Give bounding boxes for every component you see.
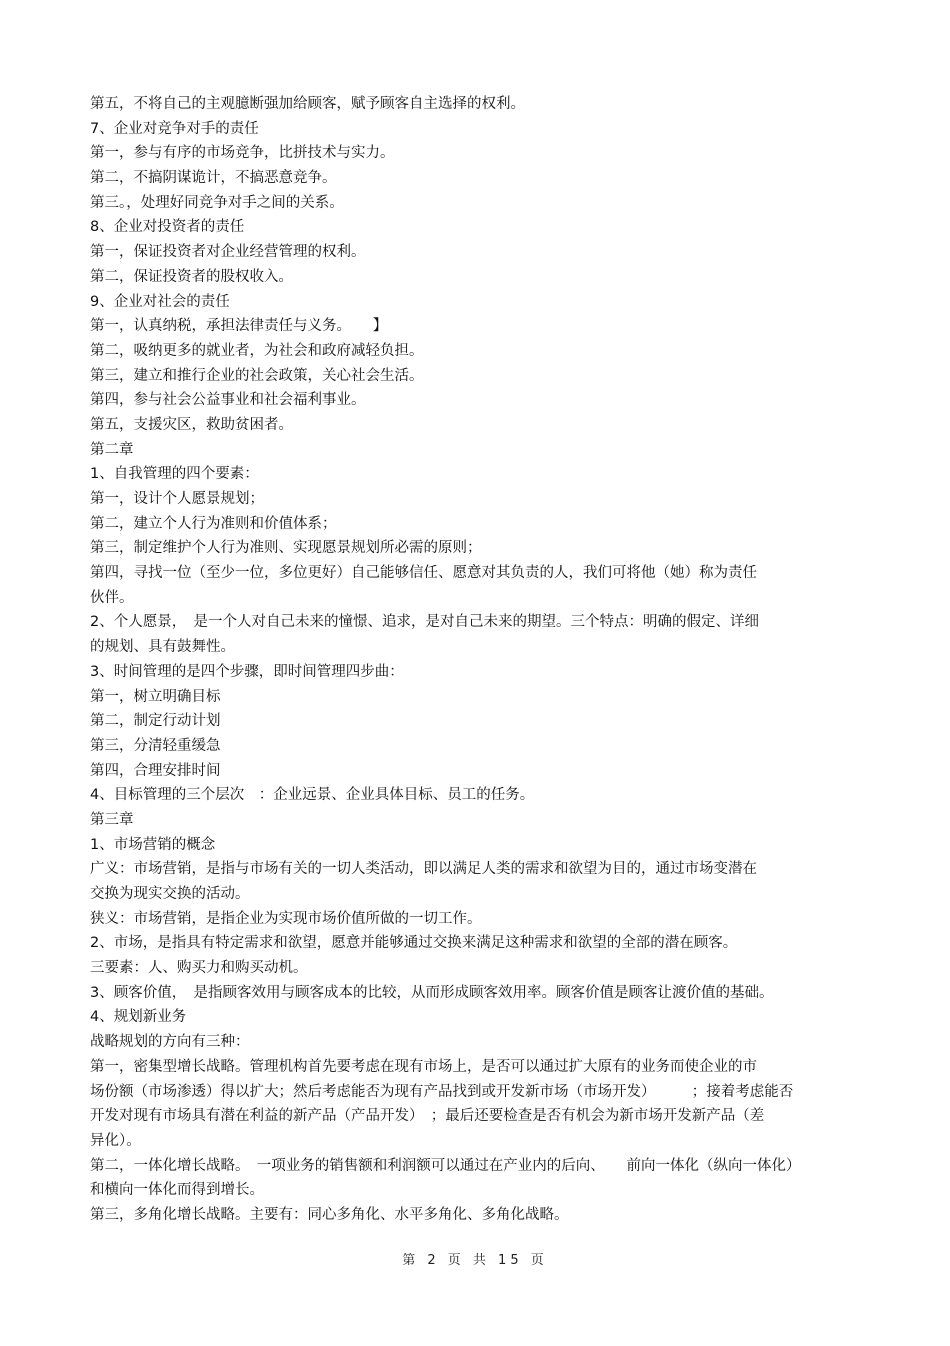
- text-line: 第一，保证投资者对企业经营管理的权利。: [90, 244, 366, 261]
- text-line: 战略规划的方向有三种：: [90, 1034, 250, 1051]
- text-line: 第一，参与有序的市场竞争，比拼技术与实力。: [90, 145, 395, 162]
- text-line: 第一，设计个人愿景规划；: [90, 491, 264, 507]
- text-line: 4、目标管理的三个层次 ：企业远景、企业具体目标、员工的任务。: [90, 787, 535, 804]
- text-line: 第三，制定维护个人行为准则、实现愿景规划所必需的原则；: [90, 540, 482, 557]
- text-line: 狭义：市场营销，是指企业为实现市场价值所做的一切工作。: [90, 910, 482, 927]
- text-line: 第四，参与社会公益事业和社会福利事业。: [90, 392, 366, 409]
- text-line: 2、个人愿景， 是一个人对自己未来的憧憬、追求，是对自己未来的期望。三个特点：明确的假定、详细: [90, 614, 759, 631]
- text-line: 第二，保证投资者的股权收入。: [90, 268, 293, 285]
- text-line: 第二，建立个人行为准则和价值体系；: [90, 515, 337, 532]
- text-line: 三要素：人、购买力和购买动机。: [90, 960, 308, 977]
- chapter-heading: 第二章: [90, 441, 134, 458]
- section-heading: 4、规划新业务: [90, 1009, 187, 1026]
- text-line: 异化）。: [90, 1132, 141, 1149]
- text-line: 伙伴。: [90, 589, 134, 606]
- text-line: 第三，建立和推行企业的社会政策，关心社会生活。: [90, 367, 424, 384]
- text-line: 开发对现有市场具有潜在利益的新产品（产品开发） ；最后还要检查是否有机会为新市场开发新产品（差: [90, 1108, 765, 1125]
- text-line: 第一，认真纳税，承担法律责任与义务。 】: [90, 318, 388, 335]
- text-line: 和横向一体化而得到增长。: [90, 1182, 264, 1199]
- text-line: 第二，不搞阴谋诡计，不搞恶意竞争。: [90, 170, 337, 187]
- section-heading: 3、时间管理的是四个步骤，即时间管理四步曲：: [90, 663, 404, 680]
- text-line: 第一，树立明确目标: [90, 688, 221, 705]
- page-number-footer: 第 2 页 共 15 页: [402, 1253, 548, 1268]
- text-line: 的规划、具有鼓舞性。: [90, 639, 235, 656]
- text-line: 第四，合理安排时间: [90, 762, 221, 779]
- text-line: 交换为现实交换的活动。: [90, 886, 250, 902]
- section-heading: 1、市场营销的概念: [90, 836, 216, 853]
- text-line: 第三，分清轻重缓急: [90, 737, 221, 754]
- document-body: [90, 92, 865, 1228]
- section-heading: 7、企业对竞争对手的责任: [90, 120, 259, 137]
- section-heading: 9、企业对社会的责任: [90, 293, 230, 310]
- text-line: 第二，制定行动计划: [90, 713, 221, 730]
- text-line: 第三，多角化增长战略。主要有：同心多角化、水平多角化、多角化战略。: [90, 1206, 569, 1223]
- text-line: 第二，吸纳更多的就业者，为社会和政府减轻负担。: [90, 342, 424, 359]
- text-line: 第二，一体化增长战略。 一项业务的销售额和利润额可以通过在产业内的后向、 前向一体化（纵向一体化）: [90, 1157, 801, 1174]
- text-line: 广义：市场营销，是指与市场有关的一切人类活动，即以满足人类的需求和欲望为目的，通过市场变潜在: [90, 861, 757, 878]
- text-line: 3、顾客价值， 是指顾客效用与顾客成本的比较，从而形成顾客效用率。顾客价值是顾客让渡价值的基础。: [90, 984, 774, 1001]
- section-heading: 8、企业对投资者的责任: [90, 219, 245, 236]
- text-line: 第三。，处理好同竞争对手之间的关系。: [90, 194, 344, 211]
- text-line: 第五，不将自己的主观臆断强加给顾客，赋予顾客自主选择的权利。: [90, 96, 525, 112]
- section-heading: 1、自我管理的四个要素：: [90, 466, 259, 483]
- text-line: 2、市场，是指具有特定需求和欲望，愿意并能够通过交换来满足这种需求和欲望的全部的潜在顾客。: [90, 935, 738, 952]
- chapter-heading: 第三章: [90, 811, 134, 828]
- text-line: 第五，支援灾区，救助贫困者。: [90, 416, 293, 433]
- text-line: 第一，密集型增长战略。管理机构首先要考虑在现有市场上，是否可以通过扩大原有的业务而使企业的市: [90, 1058, 757, 1075]
- text-line: 第四，寻找一位（至少一位，多位更好）自己能够信任、愿意对其负责的人，我们可将他（她）称为责任: [90, 565, 757, 582]
- text-line: 场份额（市场渗透）得以扩大；然后考虑能否为现有产品找到或开发新市场（市场开发） ；接着考虑能否: [90, 1083, 794, 1100]
